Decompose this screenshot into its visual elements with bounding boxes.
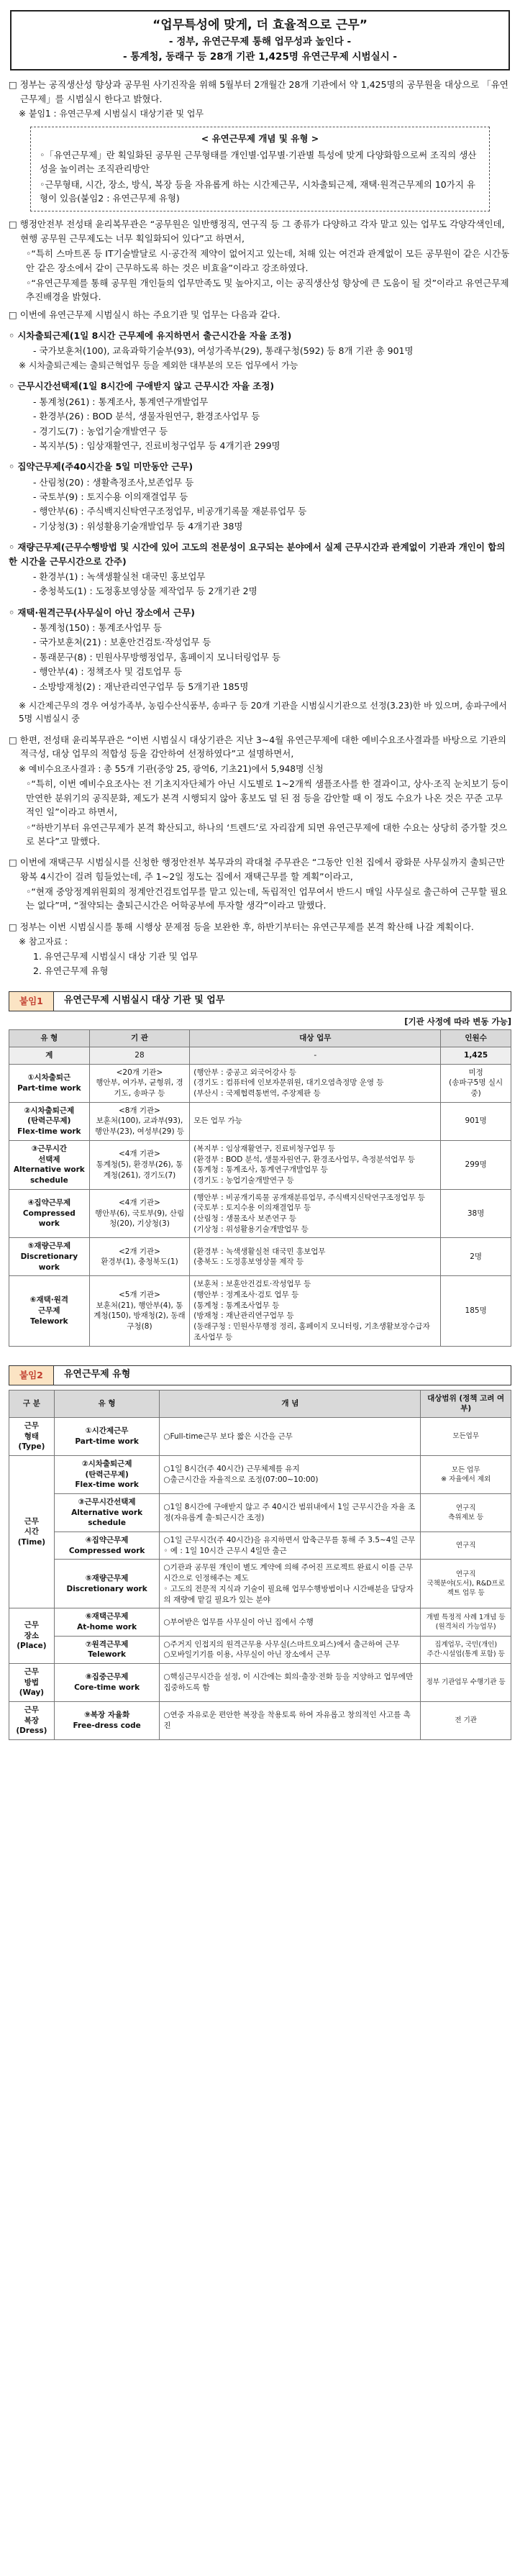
appendix2-table [9,1390,511,1741]
table-cell: ○주거지 인접지의 원격근무용 사무실(스마트오피스)에서 출근하여 근무 ○모바일기기를 이용, 사무실이 아닌 장소에서 근무 [160,1636,421,1663]
table-cell: 근무 방법 (Way) [9,1663,55,1701]
appendix2-title: 유연근무제 유형 [63,1369,131,1380]
table-cell: ③근무시간 선택제 Alternative work schedule [9,1140,90,1189]
table-cell: (환경부 : 녹색생활실천 대국민 홍보업무 (충북도 : 도정홍보영상물 제작 등 [190,1238,441,1276]
table-cell: ○핵심근무시간을 설정, 이 시간에는 회의·출장·전화 등을 지양하고 업무에만 집중하도록 함 [160,1663,421,1701]
table-row [9,1494,511,1532]
concept-item: ◦근무형태, 시간, 장소, 방식, 복장 등을 자유롭게 하는 시간제근무, 시차출퇴근제, 재택·원격근무제의 10가지 유형이 있음(붙임2 : 유연근무제 유형) [40,178,475,204]
table-row [9,1608,511,1636]
appendix2-tag: 붙임2 [9,1366,54,1385]
intro-reference: ※ 붙임1 : 유연근무제 시범실시 대상기관 및 업무 [19,108,204,119]
body-paragraph: □ 이번에 재택근무 시범실시를 신청한 행정안전부 복무과의 곽대철 주무관은 “그동안 인천 집에서 광화문 사무실까지 출퇴근만 왕복 4시간이 걸려 힘들었는데, 주 1~2일 정도는 집에서 재택근무를 할 계획”이라고, [9,857,505,882]
table-cell: 모든 업무 가능 [190,1102,441,1140]
table-row [9,1276,511,1346]
table-cell: - [190,1047,441,1065]
table-cell: ○1일 8시간(주 40시간) 근무체제를 유지 ○출근시간을 자율적으로 조정(07:00~10:00) [160,1455,421,1493]
reference-item: 2. 유연근무제 유형 [33,965,109,977]
table-row [9,1702,511,1740]
table-cell: ①시차출퇴근 Part-time work [9,1064,90,1102]
table-cell: ⑤재량근무제 Discretionary work [9,1238,90,1276]
section-note: ※ 시차출퇴근제는 출퇴근혁업무 등을 제외한 대부분의 모든 업무에서 가능 [19,360,298,370]
table-cell: ⑧집중근무제 Core-time work [54,1663,160,1701]
table-header: 구 분 [9,1390,55,1417]
table-cell: <2개 기관> 환경부(1), 충청북도(1) [89,1238,190,1276]
table-row [9,1532,511,1560]
table-cell: 근무 시간 (Time) [9,1455,55,1608]
section-item: - 충청북도(1) : 도정홍보영상물 제작업무 등 2개기관 2명 [33,586,257,597]
table-cell: 미정 (송파구5명 실시중) [441,1064,511,1102]
appendix1-caption: [기관 사정에 따라 변동 가능] [404,1016,511,1027]
concept-title: < 유연근무제 개념 및 유형 > [201,132,319,144]
page-title: “업무특성에 맞게, 더 효율적으로 근무” [152,18,368,32]
table-cell: 근무 장소 (Place) [9,1608,55,1664]
table-cell: 모든업무 [421,1417,511,1455]
subtitle-2: - 통계청, 동래구 등 28개 기관 1,425명 유연근무제 시범실시 - [123,51,397,63]
body-subparagraph: ◦“하반기부터 유연근무제가 본격 확산되고, 하나의 ‘트렌드’로 자리잡게 되면 유연근무제에 대한 수요는 상당히 증가할 것으로 본다”고 말했다. [26,822,508,847]
table-header: 대상범위 (정책 고려 여부) [421,1390,511,1417]
table-cell: <20개 기관> 행안부, 여가부, 균형위, 경기도, 송파구 등 [89,1064,190,1102]
section-item: - 국가보훈처(100), 교육과학기술부(93), 여성가족부(29), 통래구청(592) 등 8개 기관 총 901명 [33,345,414,357]
table-cell: 연구직 국책분야(도서), R&D프로젝트 업무 등 [421,1560,511,1608]
reference-label: ※ 참고자료 : [19,937,68,947]
section-item: - 산림청(20) : 생활측정조사,보존업무 등 [33,476,194,488]
section-heading: ◦ 집약근무제(주40시간을 5일 미만동안 근무) [9,461,193,473]
table-cell: <4개 기관> 행안부(6), 국토부(9), 산림청(20), 기상청(3) [89,1189,190,1238]
table-cell: 185명 [441,1276,511,1346]
table-row [9,1417,511,1455]
table-cell: (행안부 : 중공고 외국어강사 등 (경기도 : 컴퓨터에 인보자문위원, 대기오염측정망 운영 등 (부산시 : 국제협력통번역, 주장제판 등 [190,1064,441,1102]
body-paragraph: □ 한편, 전성태 윤리복무관은 “이번 시범실시 대상기관은 지난 3~4월 유연근무제에 대한 예비수요조사결과를 바탕으로 기관의 적극성, 대상 업무의 적합성 등을 감안하여 선정하였다”고 설명하면서, [9,734,506,760]
table-cell: 38명 [441,1189,511,1238]
appendix1-title: 유연근무제 시범실시 대상 기관 및 업무 [63,995,225,1006]
table-cell: ③근무시간선택제 Alternative work schedule [54,1494,160,1532]
section-item: - 통계청(150) : 통계조사업무 등 [33,622,162,633]
table-cell: ①시간제근무 Part-time work [54,1417,160,1455]
appendix1-table [9,1029,511,1346]
table-cell: 연구직 측위제보 등 [421,1494,511,1532]
table-cell: (행안부 : 비공개기록물 공개재분류업무, 주식백지신탁연구조정업무 등 (국토부 : 토지수용 이의재결업무 등 (산림청 : 생물조사 보존연구 등 (기상청 : 위성활용기술개발업무 등 [190,1189,441,1238]
table-row [9,1663,511,1701]
section-heading: ◦ 재량근무제(근무수행방법 및 시간에 있어 고도의 전문성이 요구되는 분야에서 실제 근무시간과 관계없이 기관과 개인이 합의한 시간을 근무시간으로 간주) [9,542,506,567]
appendix1-header [9,991,511,1011]
body-note: ※ 예비수요조사결과 : 총 55개 기관(중앙 25, 광역6, 기초21)에서 5,948명 신청 [19,763,324,774]
section-item: - 행안부(6) : 주식백지신탁연구조정업무, 비공개기록물 재분류업무 등 [33,506,307,517]
intro-paragraph: □ 정부는 공직생산성 향상과 공무원 사기진작을 위해 5월부터 2개월간 28개 기관에서 약 1,425명의 공무원을 대상으로 「유연근무제」를 시범실시 한다고 밝혔다. [9,79,508,104]
table-row [9,1189,511,1238]
table-cell: 901명 [441,1102,511,1140]
body-paragraph: □ 행정안전부 전성태 윤리복무관은 “공무원은 일반행정직, 연구직 등 그 종류가 다양하고 각자 맡고 있는 업무도 각양각색인데, 현행 공무원 근무제도는 너무 획일화되어 있다”고 하면서, [9,219,505,244]
table-row [9,1140,511,1189]
table-cell: ④집약근무제 Compressed work [9,1189,90,1238]
table-cell: ○1일 8시간에 구애받지 않고 주 40시간 범위내에서 1일 근무시간을 자율 조정(자유롭게 출·퇴근시간 조정) [160,1494,421,1532]
table-row [9,1636,511,1663]
table-cell: ⑨복장 자율화 Free-dress code [54,1702,160,1740]
table-cell: <5개 기관> 보훈처(21), 행안부(4), 통계청(150), 방재청(2), 동래구청(8) [89,1276,190,1346]
table-row [9,1455,511,1493]
section-item: - 통래문구(8) : 민원사무방행정업무, 홈페이지 모니터링업무 등 [33,651,281,663]
table-cell: <8개 기관> 보훈처(100), 교과부(93), 행안부(23), 여성부(29) 등 [89,1102,190,1140]
section-heading: ◦ 시차출퇴근제(1일 8시간 근무제에 유지하면서 출근시간을 자율 조정) [9,330,292,342]
section-item: - 국토부(9) : 토지수용 이의재결업무 등 [33,491,188,502]
table-cell: 정부 기관업무 수행기관 등 [421,1663,511,1701]
body-subparagraph: ◦“현재 중앙정계위원회의 정계안건검토업무를 맡고 있는데, 독립적인 업무여서 반드시 매일 사무실로 출근하여 근무할 필요는 없다”며, “절약되는 출퇴근시간은 어학공부에 투자할 생각”이라고 말했다. [26,886,508,911]
table-cell: ○Full-time근무 보다 짧은 시간을 근무 [160,1417,421,1455]
table-cell: ②시차출퇴근제 (탄력근무제) Flex-time work [54,1455,160,1493]
table-cell: 2명 [441,1238,511,1276]
title-box [10,10,510,70]
table-cell: 연구직 [421,1532,511,1560]
table-cell: 근무 복장 (Dress) [9,1702,55,1740]
subtitle-1: - 정부, 유연근무제 통해 업무성과 높인다 - [168,36,352,48]
section-item: - 국가보훈처(21) : 보훈안건검토·작성업무 등 [33,637,211,648]
table-cell: ⑥재택근무제 At-home work [54,1608,160,1636]
table-cell: (보훈처 : 보훈안건검토·작성업무 등 (행안부 : 정계조사·검토 업무 등 (통계청 : 통계조사업무 등 (방재청 : 재난관리연구업무 등 (동래구청 : 민원사무행정 정리, 홈페이지 모니터링, 기초생활보장수급자 조사업무 등 [190,1276,441,1346]
section-item: - 통계청(261) : 통계조사, 통계연구개발업무 [33,396,209,407]
table-cell: ⑥재택·원격 근무제 Telework [9,1276,90,1346]
table-cell: 계 [9,1047,90,1065]
table-cell: 모든 업무 ※ 자율에서 제외 [421,1455,511,1493]
body-paragraph: □ 정부는 이번 시범실시를 통해 시행상 문제점 등을 보완한 후, 하반기부터는 유연근무제를 본격 확산해 나갈 계획이다. [9,921,474,932]
table-cell: 집계업무, 국민(개인) 주간·시설업(통계 포함) 등 [421,1636,511,1663]
reference-item: 1. 유연근무제 시범실시 대상 기관 및 업무 [33,950,198,962]
table-row [9,1064,511,1102]
body-subparagraph: ◦“유연근무제를 통해 공무원 개인들의 업무만족도 및 높아지고, 이는 공직생산성 향상에 큰 도움이 될 것”이라고 유연근무제 추진배경을 밝혔다. [26,277,509,303]
table-cell: ④집약근무제 Compressed work [54,1532,160,1560]
section-item: - 행안부(4) : 정책조사 및 검토업무 등 [33,666,183,678]
table-header: 유 형 [54,1390,160,1417]
section-item: - 복지부(5) : 임상재활연구, 진료비청구업무 등 4개기관 299명 [33,440,280,451]
body-subparagraph: ◦“특히 스마트폰 등 IT기술발달로 시·공간적 제약이 없어지고 있는데, 처해 있는 여건과 관계없이 모든 공무원이 같은 시간동안 같은 장소에서 같이 근무하도록 하는 것은 비효율”이라고 강조하였다. [26,248,510,273]
table-cell: ○기관과 공무원 개인이 별도 계약에 의해 주어진 프로젝트 완료시 이를 근무시간으로 인정해주는 제도 ◦ 고도의 전문적 지식과 기술이 필요해 업무수행방법이나 시간배분을 담당자의 재량에 맡길 필요가 있는 분야 [160,1560,421,1608]
section-heading: ◦ 재택·원격근무(사무실이 아닌 장소에서 근무) [9,606,195,618]
section-heading: ◦ 근무시간선택제(1일 8시간에 구애받지 않고 근무시간 자율 조정) [9,381,275,392]
table-row-total [9,1047,511,1065]
appendix1-tag: 붙임1 [9,992,54,1011]
section-item: - 환경부(26) : BOD 분석, 생물자원연구, 환경조사업무 등 [33,411,260,422]
table-cell: 근무 형태 (Type) [9,1417,55,1455]
section-item: - 기상청(3) : 위성활용기술개발업무 등 4개기관 38명 [33,520,243,532]
table-header: 유 형 [9,1030,90,1047]
concept-box [30,127,490,212]
table-cell: 전 기관 [421,1702,511,1740]
section-item: - 환경부(1) : 녹색생활실천 대국민 홍보업무 [33,570,206,582]
table-cell: 개별 특정적 사례 1개념 등 (원격처리 가능업무) [421,1608,511,1636]
concept-item: ◦「유연근무제」란 획일화된 공무원 근무형태를 개인별·업무별·기관별 특성에 맞게 다양화함으로써 조직의 생산성을 높이려는 조직관리방안 [40,149,477,175]
table-cell: 299명 [441,1140,511,1189]
table-row [9,1102,511,1140]
table-row [9,1238,511,1276]
table-header: 개 념 [160,1390,421,1417]
table-cell: 28 [89,1047,190,1065]
table-cell: ○연중 자유로운 편안한 복장을 착용토록 하여 자유롭고 창의적인 사고를 촉진 [160,1702,421,1740]
appendix2-header [9,1365,511,1385]
table-cell: ⑦원격근무제 Telework [54,1636,160,1663]
table-cell: ⑤재량근무제 Discretionary work [54,1560,160,1608]
table-cell: (복지부 : 임상재활연구, 진료비청구업무 등 (환경부 : BOD 분석, 생물자원연구, 환경조사업무, 측정분석업무 등 (통계청 : 통계조사, 통계연구개발업무 등 (경기도 : 농업기술개발연구 등 [190,1140,441,1189]
table-cell: 1,425 [441,1047,511,1065]
table-cell: ○부여받은 업무를 사무실이 아닌 집에서 수행 [160,1608,421,1636]
table-cell: <4개 기관> 통계청(5), 환경부(26), 통계청(261), 경기도(7) [89,1140,190,1189]
section-item: - 경기도(7) : 농업기술개발연구 등 [33,425,168,437]
table-cell: ○1일 근무시간(주 40시간)을 유지하면서 압축근무를 통해 주 3.5~4일 근무 ◦ 예 : 1일 10시간 근무시 4일만 출근 [160,1532,421,1560]
table-row [9,1560,511,1608]
section-note: ※ 시간제근무의 경우 여성가족부, 농림수산식품부, 송파구 등 20개 기관을 시범실시기관으로 선정(3.23)한 바 있으며, 송파구에서 5명 시범실시 중 [19,700,507,724]
body-paragraph: □ 이번에 유연근무제 시범실시 하는 주요기관 및 업무는 다음과 같다. [9,309,280,320]
body-subparagraph: ◦“특히, 이번 예비수요조사는 전 기초지자단체가 아닌 시도별로 1~2개씩 샘플조사를 한 결과이고, 상사·조직 눈치보기 등이 만연한 분위기의 공직문화, 제도가 본격 시행되지 않아 홍보도 덜 된 점 등을 감안할 때 이 정도 수요가 나온 것은 꾸준 고무적인 일”이라고 하면서, [26,778,509,818]
table-cell: ②시차출퇴근제 (탄력근무제) Flex-time work [9,1102,90,1140]
table-header: 기 관 [89,1030,190,1047]
table-header: 대상 업무 [190,1030,441,1047]
table-header: 인원수 [441,1030,511,1047]
section-item: - 소방방재청(2) : 재난관리연구업무 등 5개기관 185명 [33,681,249,692]
